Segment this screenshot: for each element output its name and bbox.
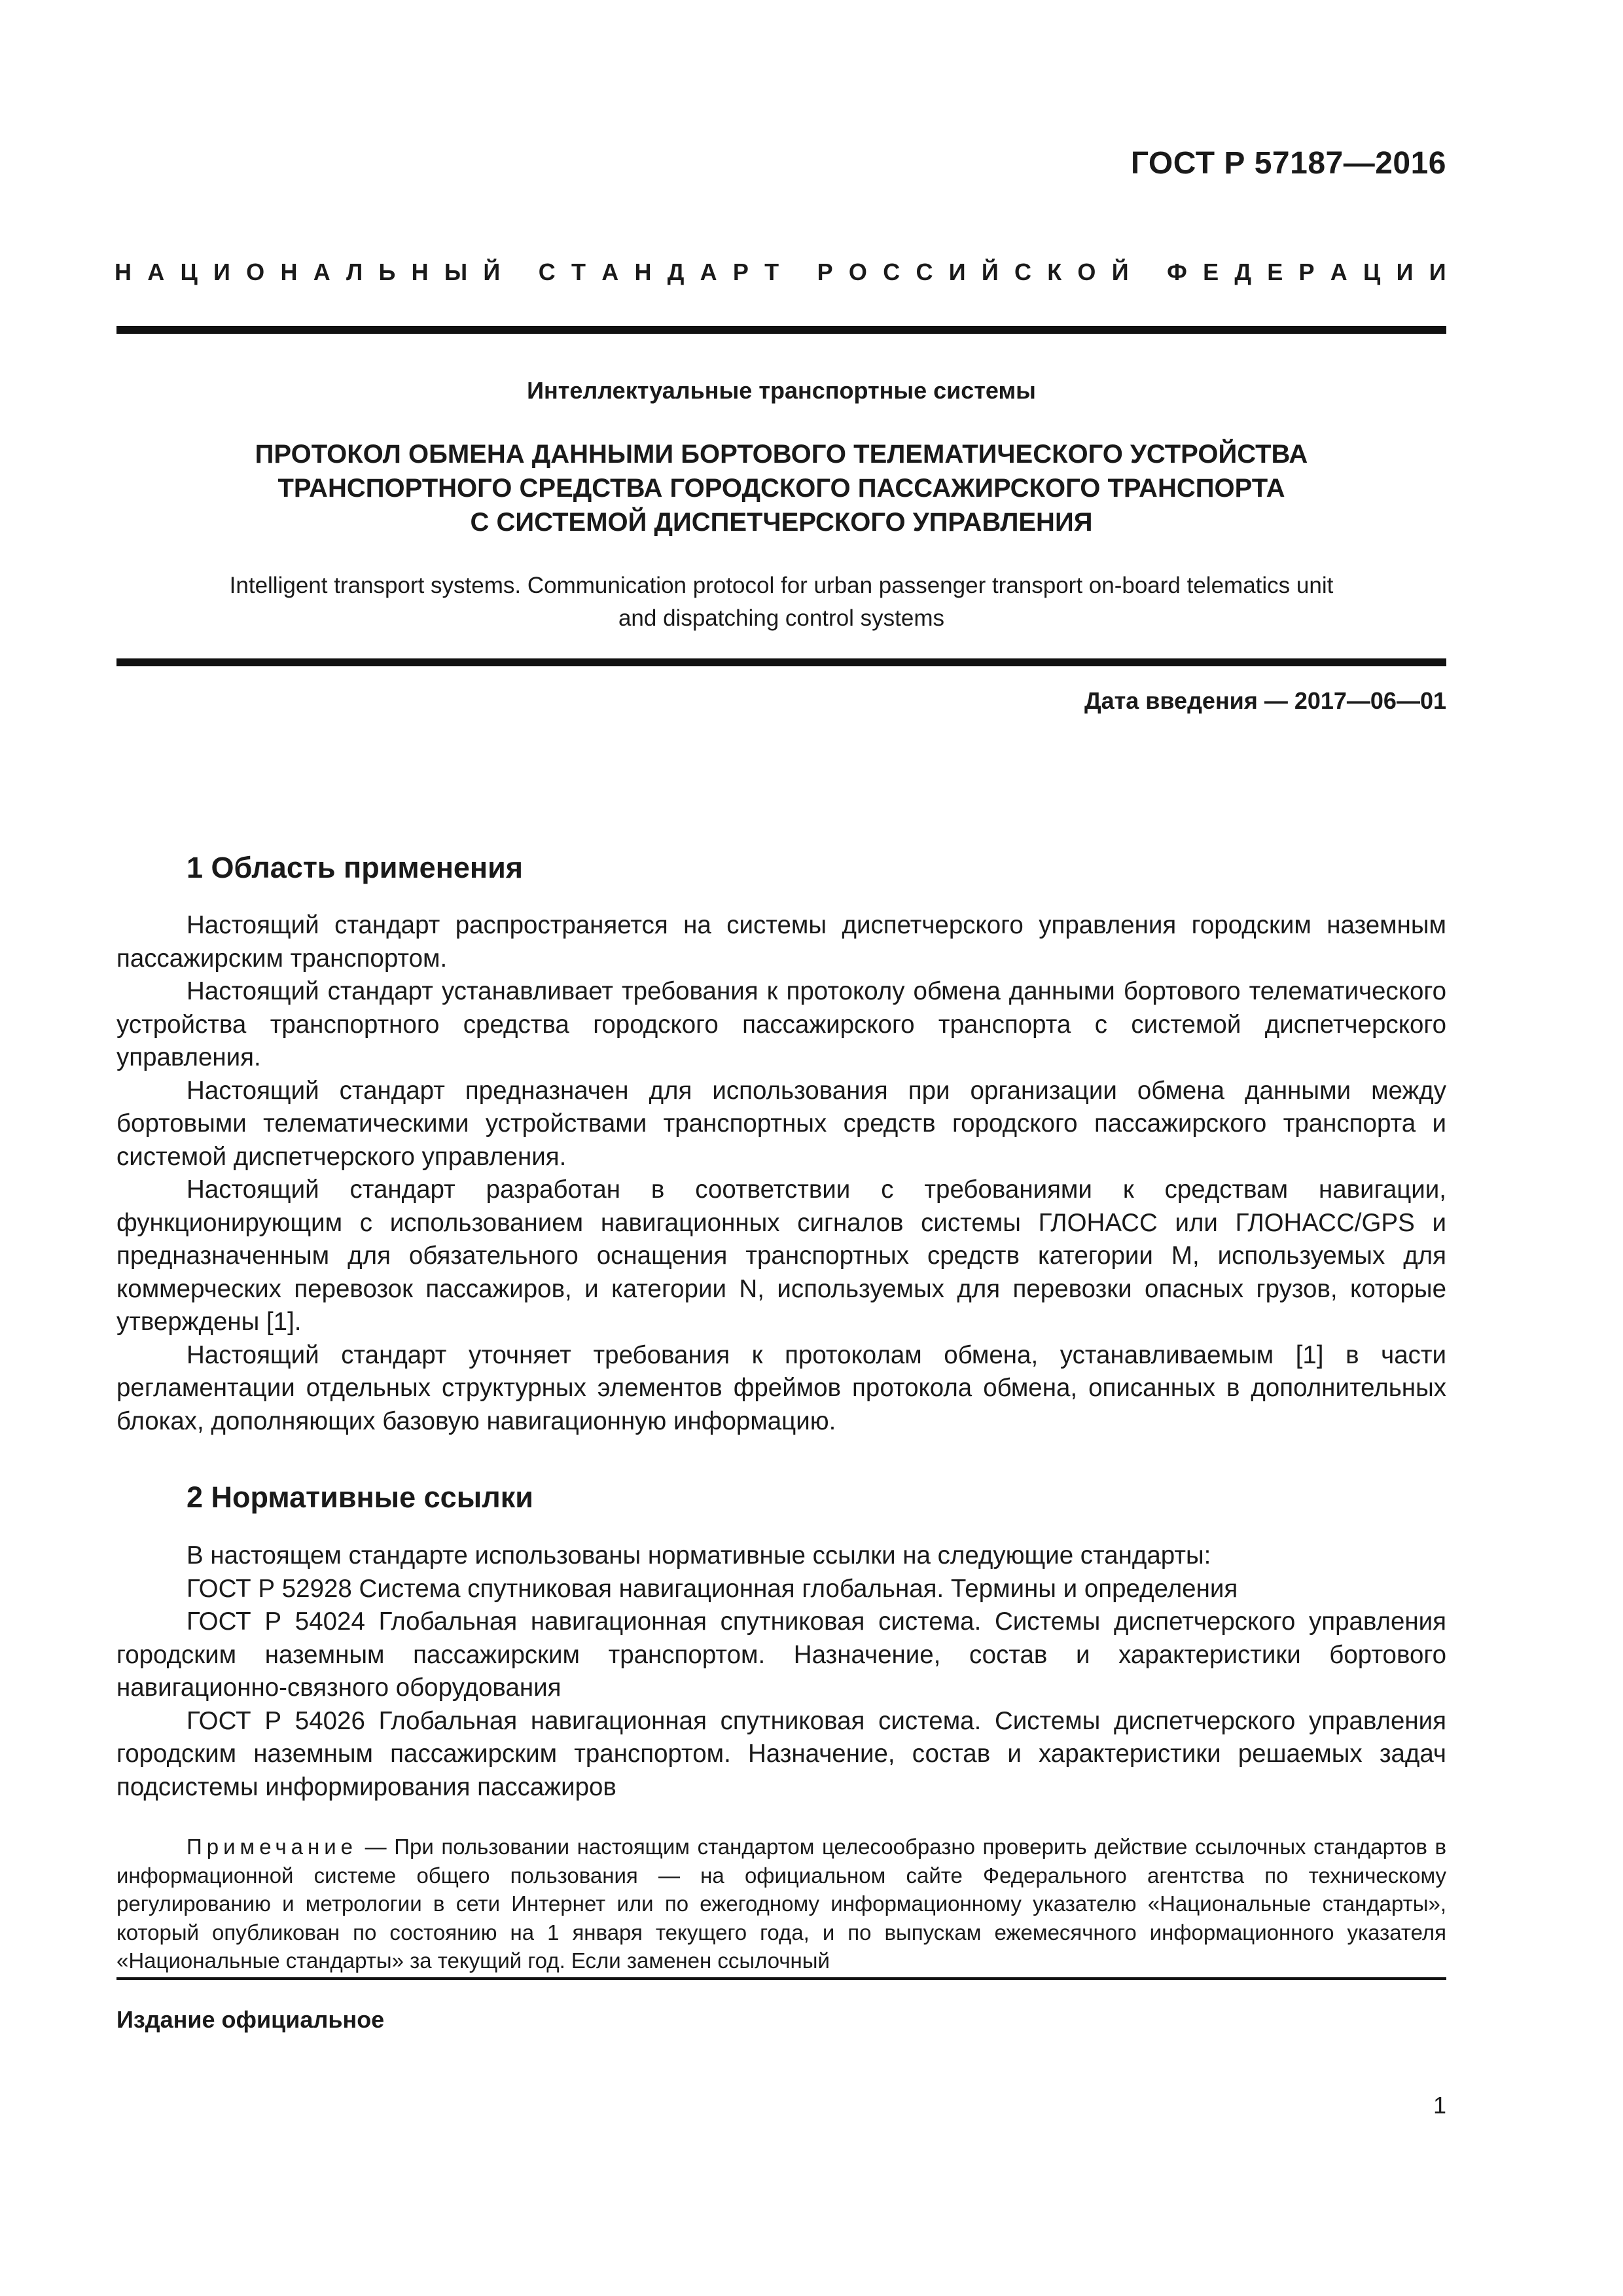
banner-letter: Ц (180, 259, 198, 285)
banner-letter: О (1077, 259, 1096, 285)
banner-letter: Т (571, 259, 586, 285)
official-edition-label: Издание официальное (116, 2006, 385, 2033)
banner-letter: И (948, 259, 966, 285)
banner-letter: Р (1298, 259, 1315, 285)
title-ru-line: С СИСТЕМОЙ ДИСПЕТЧЕРСКОГО УПРАВЛЕНИЯ (470, 508, 1093, 537)
title-ru-line: ТРАНСПОРТНОГО СРЕДСТВА ГОРОДСКОГО ПАССАЖИРСКОГО ТРАНСПОРТА (277, 474, 1285, 503)
title-english (116, 569, 1446, 635)
banner-letter: С (883, 259, 901, 285)
introduction-date: Дата введения — 2017—06—01 (1084, 687, 1446, 714)
banner-letter: Е (1203, 259, 1219, 285)
title-bottom-thick-rule (116, 658, 1446, 666)
section-1-heading: 1 Область применения (187, 851, 524, 884)
standard-series: Интеллектуальные транспортные системы (527, 377, 1036, 404)
banner-letter: Е (1267, 259, 1283, 285)
banner-letter: Т (764, 259, 779, 285)
banner-letter: Ц (1363, 259, 1381, 285)
note-text: — При пользовании настоящим стандартом целесообразно проверить действие ссылочных стандартов в информационной системе общего пользования — на официальном сайте Федерального агентства по техническому регулированию и метрологии в сети Интернет или по ежегодному информационному указателю «Национальные стандарты», который опубликован по состоянию на 1 января текущего года, и по выпускам ежемесячного информационного указателя «Национальные стандарты» за текущий год. Если заменен ссылочный (116, 1835, 1446, 1973)
banner-letter: А (700, 259, 717, 285)
banner-letter: Р (732, 259, 749, 285)
document-code: ГОСТ Р 57187—2016 (1130, 146, 1446, 181)
banner-letter: О (848, 259, 867, 285)
section-2-reference: ГОСТ Р 54024 Глобальная навигационная спутниковая система. Системы диспетчерского управления городским наземным пассажирским транспортом. Назначение, состав и характеристики бортового навигационно-связного оборудования (116, 1607, 1446, 1702)
banner-letter: К (1047, 259, 1062, 285)
banner-letter: А (147, 259, 165, 285)
footer-rule (116, 1977, 1446, 1980)
banner-letter: Н (411, 259, 429, 285)
banner-letter: И (1396, 259, 1414, 285)
title-en-line: Intelligent transport systems. Communication protocol for urban passenger transport on-board telematics unit (229, 573, 1334, 598)
banner-letter: Ь (378, 259, 396, 285)
section-1-paragraph: Настоящий стандарт распространяется на системы диспетчерского управления городским наземным пассажирским транспортом. (116, 911, 1446, 973)
banner-letter: Р (817, 259, 833, 285)
section-1-paragraph: Настоящий стандарт устанавливает требования к протоколу обмена данными бортового телематического устройства транспортного средства городского пассажирского транспорта с системой диспетчерского управления. (116, 977, 1446, 1071)
section-1-paragraph: Настоящий стандарт разработан в соответствии с требованиями к средствам навигации, функционирующим с использованием навигационных сигналов системы ГЛОНАСС или ГЛОНАСС/GPS и предназначенным для обязательного оснащения транспортных средств категории М, используемых для коммерческих перевозок пассажиров, и категории N, используемых для перевозки опасных грузов, которые утверждены [1]. (116, 1175, 1446, 1336)
banner-gap (516, 259, 522, 286)
banner-letter: А (313, 259, 330, 285)
banner-letter: И (213, 259, 230, 285)
banner-letter: Й (981, 259, 999, 285)
section-1-paragraph: Настоящий стандарт предназначен для использования при организации обмена данными между бортовыми телематическими устройствами транспортных средств городского пассажирского транспорта и системой диспетчерского управления. (116, 1076, 1446, 1171)
banner-letter: О (246, 259, 265, 285)
banner-letter: Д (667, 259, 685, 285)
banner-letter: Ы (444, 259, 468, 285)
banner-letter: Н (280, 259, 298, 285)
banner-letter: С (1014, 259, 1031, 285)
note-block (116, 1833, 1446, 1975)
top-thick-rule (116, 326, 1446, 334)
banner-letter: Н (115, 259, 132, 285)
banner-letter: С (916, 259, 933, 285)
national-standard-banner (115, 259, 1446, 286)
title-ru-line: ПРОТОКОЛ ОБМЕНА ДАННЫМИ БОРТОВОГО ТЕЛЕМАТИЧЕСКОГО УСТРОЙСТВА (255, 440, 1308, 469)
section-2-reference: ГОСТ Р 54026 Глобальная навигационная спутниковая система. Системы диспетчерского управления городским наземным пассажирским транспортом. Назначение, состав и характеристики решаемых задач подсистемы информирования пассажиров (116, 1706, 1446, 1801)
title-en-line: and dispatching control systems (618, 605, 945, 631)
banner-letter: И (1429, 259, 1446, 285)
title-russian (116, 437, 1446, 539)
page-number: 1 (1433, 2092, 1446, 2119)
banner-letter: Й (1111, 259, 1129, 285)
section-1-body (116, 909, 1446, 1438)
banner-letter: Д (1234, 259, 1251, 285)
banner-letter: С (538, 259, 556, 285)
note-label: Примечание (187, 1835, 358, 1859)
section-2-paragraph: В настоящем стандарте использованы нормативные ссылки на следующие стандарты: (187, 1541, 1211, 1570)
banner-gap (794, 259, 801, 286)
banner-letter: Н (634, 259, 652, 285)
section-2-body (116, 1539, 1446, 1804)
banner-letter: Л (346, 259, 363, 285)
banner-letter: А (1330, 259, 1347, 285)
banner-gap (1145, 259, 1151, 286)
section-2-reference: ГОСТ Р 52928 Система спутниковая навигационная глобальная. Термины и определения (187, 1574, 1238, 1603)
banner-letter: А (601, 259, 619, 285)
section-2-heading: 2 Нормативные ссылки (187, 1480, 533, 1514)
banner-letter: Й (483, 259, 501, 285)
section-1-paragraph: Настоящий стандарт уточняет требования к протоколам обмена, устанавливаемым [1] в части регламентации отдельных структурных элементов фреймов протокола обмена, описанных в дополнительных блоках, дополняющих базовую навигационную информацию. (116, 1340, 1446, 1435)
banner-letter: Ф (1167, 259, 1187, 285)
